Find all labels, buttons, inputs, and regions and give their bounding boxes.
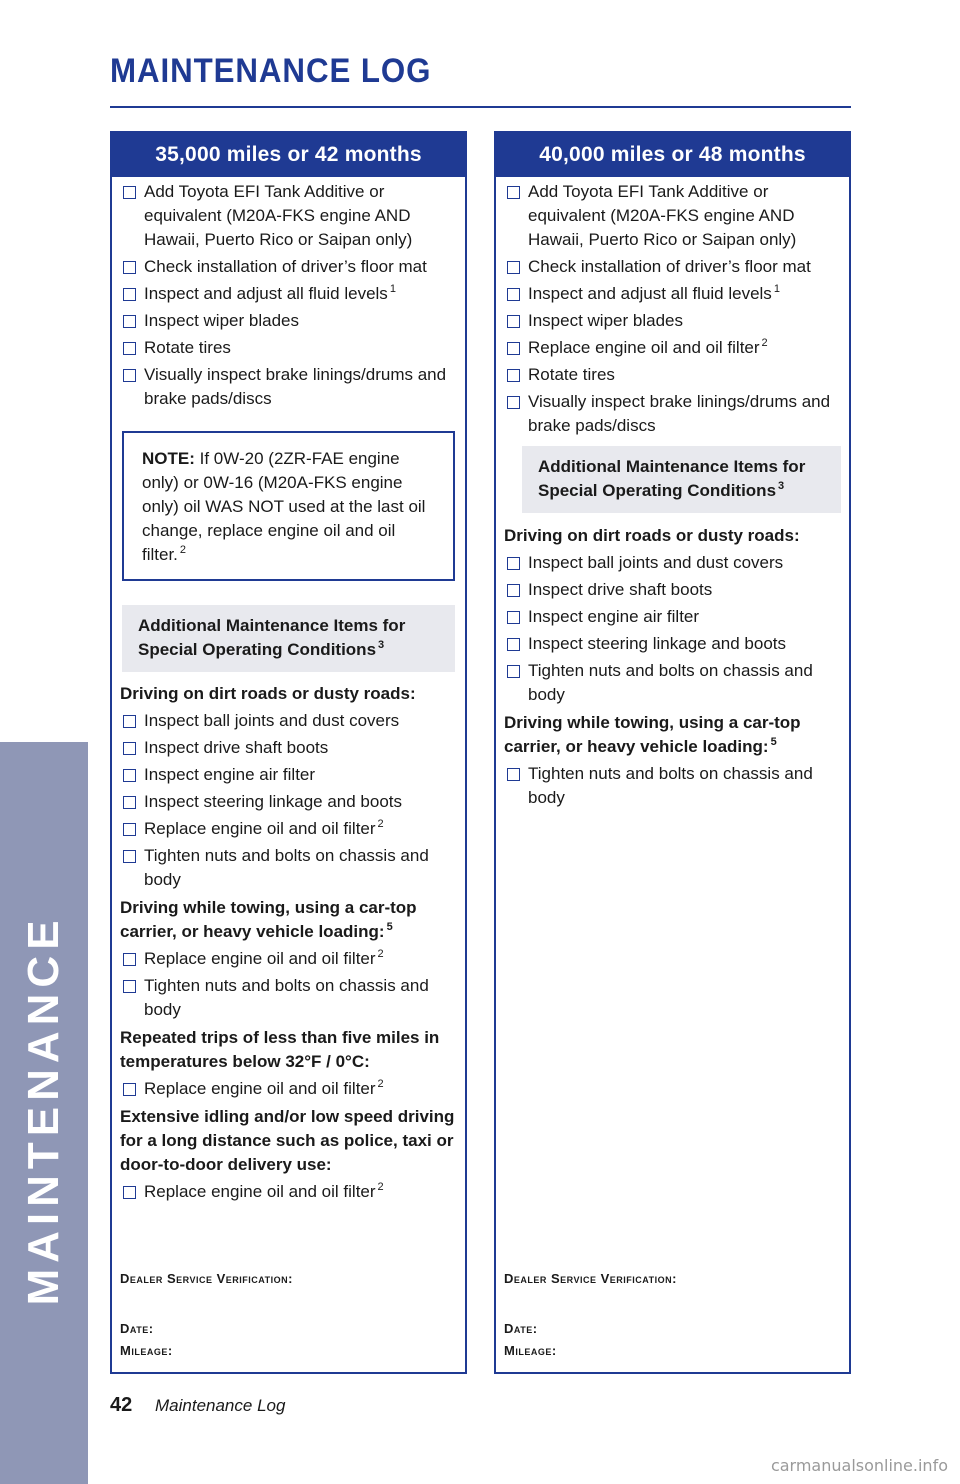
checklist-item bbox=[120, 282, 457, 306]
checklist-item-text: Inspect engine air filter bbox=[528, 607, 700, 626]
checklist-item-text: Add Toyota EFI Tank Additive or equivalent (M20A-FKS engine AND Hawaii, Puerto Rico or Saipan only) bbox=[144, 182, 413, 249]
checklist-item bbox=[504, 762, 841, 810]
footer-title: Maintenance Log bbox=[155, 1396, 286, 1415]
checklist-item bbox=[120, 363, 457, 411]
checklist-item bbox=[120, 817, 457, 841]
checklist-item bbox=[504, 282, 841, 306]
checklist-item-text: Rotate tires bbox=[528, 365, 615, 384]
note-text: If 0W-20 (2ZR-FAE engine only) or 0W-16 (M20A-FKS engine only) oil WAS NOT used at the last oil change, replace engine oil and oil filter. bbox=[142, 449, 426, 564]
checkbox[interactable] bbox=[507, 288, 520, 301]
checkbox[interactable] bbox=[507, 768, 520, 781]
special-conditions-title: Additional Maintenance Items for Special Operating Conditions bbox=[538, 457, 806, 500]
checkbox[interactable] bbox=[123, 315, 136, 328]
checklist-item bbox=[120, 790, 457, 814]
checklist-item-text: Inspect engine air filter bbox=[144, 765, 316, 784]
checklist-item-text: Inspect and adjust all fluid levels bbox=[528, 284, 772, 303]
checklist-item-text: Rotate tires bbox=[144, 338, 231, 357]
checklist-item bbox=[504, 632, 841, 656]
footnote-marker: 2 bbox=[377, 1078, 384, 1090]
checkbox[interactable] bbox=[507, 315, 520, 328]
checklist-item bbox=[120, 709, 457, 733]
checklist-item-text: Check installation of driver’s floor mat bbox=[144, 257, 427, 276]
right-log-column bbox=[494, 131, 851, 1374]
left-column-body bbox=[112, 180, 465, 1204]
checklist-item bbox=[120, 336, 457, 360]
checklist-item-text: Inspect ball joints and dust covers bbox=[144, 711, 400, 730]
checkbox[interactable] bbox=[507, 186, 520, 199]
checklist-item-text: Visually inspect brake linings/drums and brake pads/discs bbox=[144, 365, 447, 408]
condition-heading-text: Driving while towing, using a car-top carrier, or heavy vehicle loading: bbox=[120, 898, 417, 941]
footnote-marker: 1 bbox=[773, 283, 780, 295]
mileage-label: Mileage: bbox=[504, 1343, 557, 1358]
page-number: 42 bbox=[110, 1394, 133, 1416]
title-divider bbox=[110, 106, 851, 108]
footnote-marker: 1 bbox=[389, 283, 396, 295]
condition-heading-text: Driving while towing, using a car-top carrier, or heavy vehicle loading: bbox=[504, 713, 801, 756]
right-conditions bbox=[504, 524, 841, 810]
checklist-item-text: Inspect wiper blades bbox=[144, 311, 299, 330]
checklist-item bbox=[504, 605, 841, 629]
checklist-item-text: Tighten nuts and bolts on chassis and body bbox=[528, 764, 813, 807]
checklist-item bbox=[120, 1180, 457, 1204]
condition-heading bbox=[120, 896, 457, 944]
left-conditions bbox=[120, 682, 457, 1204]
checkbox[interactable] bbox=[123, 715, 136, 728]
checkbox[interactable] bbox=[123, 823, 136, 836]
checkbox[interactable] bbox=[507, 369, 520, 382]
special-conditions-footnote: 3 bbox=[378, 639, 385, 651]
checkbox[interactable] bbox=[123, 850, 136, 863]
checkbox[interactable] bbox=[507, 638, 520, 651]
left-task-list bbox=[120, 180, 457, 411]
checkbox[interactable] bbox=[123, 742, 136, 755]
dealer-verification-label: Dealer Service Verification: bbox=[504, 1271, 677, 1286]
checkbox[interactable] bbox=[507, 665, 520, 678]
date-label: Date: bbox=[120, 1321, 154, 1336]
condition-heading bbox=[120, 682, 457, 706]
right-column-header: 40,000 miles or 48 months bbox=[496, 133, 849, 177]
checklist-item-text: Tighten nuts and bolts on chassis and body bbox=[144, 846, 429, 889]
dealer-verification-label: Dealer Service Verification: bbox=[120, 1271, 293, 1286]
checklist-item bbox=[504, 659, 841, 707]
checklist-item-text: Visually inspect brake linings/drums and brake pads/discs bbox=[528, 392, 831, 435]
special-conditions-box bbox=[122, 605, 455, 672]
checklist-item-text: Tighten nuts and bolts on chassis and body bbox=[144, 976, 429, 1019]
footnote-marker: 2 bbox=[377, 948, 384, 960]
checklist-item-text: Inspect steering linkage and boots bbox=[528, 634, 787, 653]
checkbox[interactable] bbox=[123, 342, 136, 355]
checklist-item bbox=[120, 1077, 457, 1101]
side-tab-label: MAINTENANCE bbox=[19, 914, 68, 1306]
page-title: MAINTENANCE LOG bbox=[110, 52, 432, 90]
checkbox[interactable] bbox=[507, 584, 520, 597]
checkbox[interactable] bbox=[123, 796, 136, 809]
checkbox[interactable] bbox=[123, 1186, 136, 1199]
checklist-item-text: Replace engine oil and oil filter bbox=[144, 949, 376, 968]
footnote-marker: 5 bbox=[386, 921, 393, 933]
checklist-item-text: Replace engine oil and oil filter bbox=[144, 819, 376, 838]
condition-heading-text: Driving on dirt roads or dusty roads: bbox=[120, 684, 416, 703]
checklist-item-text: Inspect drive shaft boots bbox=[528, 580, 713, 599]
mileage-label: Mileage: bbox=[120, 1343, 173, 1358]
left-log-column bbox=[110, 131, 467, 1374]
checklist-item bbox=[504, 180, 841, 252]
condition-heading-text: Extensive idling and/or low speed driving for a long distance such as police, taxi or door-to-door delivery use: bbox=[120, 1107, 455, 1174]
checklist-item bbox=[120, 763, 457, 787]
note-box bbox=[122, 431, 455, 581]
checklist-item-text: Inspect and adjust all fluid levels bbox=[144, 284, 388, 303]
special-conditions-box bbox=[522, 446, 841, 513]
condition-heading bbox=[504, 524, 841, 548]
checkbox[interactable] bbox=[507, 611, 520, 624]
special-conditions-title: Additional Maintenance Items for Special Operating Conditions bbox=[138, 616, 406, 659]
checklist-item bbox=[504, 551, 841, 575]
checkbox[interactable] bbox=[507, 261, 520, 274]
checklist-item bbox=[120, 844, 457, 892]
checklist-item bbox=[120, 255, 457, 279]
checklist-item bbox=[504, 363, 841, 387]
checklist-item-text: Inspect ball joints and dust covers bbox=[528, 553, 784, 572]
checklist-item bbox=[120, 947, 457, 971]
checklist-item bbox=[120, 974, 457, 1022]
checklist-item bbox=[504, 336, 841, 360]
checklist-item-text: Inspect steering linkage and boots bbox=[144, 792, 403, 811]
checklist-item bbox=[504, 390, 841, 438]
watermark: carmanualsonline.info bbox=[770, 1456, 948, 1475]
checklist-item bbox=[120, 309, 457, 333]
checkbox[interactable] bbox=[507, 396, 520, 409]
condition-heading-text: Driving on dirt roads or dusty roads: bbox=[504, 526, 800, 545]
checkbox[interactable] bbox=[507, 557, 520, 570]
footnote-marker: 2 bbox=[761, 337, 768, 349]
checkbox[interactable] bbox=[507, 342, 520, 355]
note-label: NOTE: bbox=[142, 449, 195, 468]
checkbox[interactable] bbox=[123, 1083, 136, 1096]
checklist-item-text: Replace engine oil and oil filter bbox=[144, 1079, 376, 1098]
footnote-marker: 2 bbox=[377, 818, 384, 830]
checklist-item-text: Tighten nuts and bolts on chassis and body bbox=[528, 661, 813, 704]
checkbox[interactable] bbox=[123, 261, 136, 274]
condition-heading bbox=[120, 1105, 457, 1177]
checklist-item bbox=[120, 180, 457, 252]
checklist-item bbox=[504, 309, 841, 333]
checklist-item bbox=[120, 736, 457, 760]
checkbox[interactable] bbox=[123, 288, 136, 301]
checklist-item-text: Add Toyota EFI Tank Additive or equivalent (M20A-FKS engine AND Hawaii, Puerto Rico or Saipan only) bbox=[528, 182, 797, 249]
checkbox[interactable] bbox=[123, 186, 136, 199]
footnote-marker: 2 bbox=[377, 1181, 384, 1193]
checkbox[interactable] bbox=[123, 953, 136, 966]
checklist-item-text: Inspect drive shaft boots bbox=[144, 738, 329, 757]
checklist-item-text: Check installation of driver’s floor mat bbox=[528, 257, 811, 276]
checklist-item-text: Inspect wiper blades bbox=[528, 311, 683, 330]
checklist-item-text: Replace engine oil and oil filter bbox=[528, 338, 760, 357]
condition-heading bbox=[120, 1026, 457, 1074]
checklist-item bbox=[504, 255, 841, 279]
condition-heading-text: Repeated trips of less than five miles in temperatures below 32°F / 0°C: bbox=[120, 1028, 440, 1071]
note-footnote: 2 bbox=[179, 544, 187, 556]
special-conditions-footnote: 3 bbox=[778, 480, 785, 492]
condition-heading bbox=[504, 711, 841, 759]
checkbox[interactable] bbox=[123, 980, 136, 993]
right-column-body bbox=[496, 180, 849, 810]
checkbox[interactable] bbox=[123, 769, 136, 782]
left-column-header: 35,000 miles or 42 months bbox=[112, 133, 465, 177]
date-label: Date: bbox=[504, 1321, 538, 1336]
footnote-marker: 5 bbox=[770, 736, 777, 748]
checkbox[interactable] bbox=[123, 369, 136, 382]
checklist-item-text: Replace engine oil and oil filter bbox=[144, 1182, 376, 1201]
right-task-list bbox=[504, 180, 841, 438]
checklist-item bbox=[504, 578, 841, 602]
